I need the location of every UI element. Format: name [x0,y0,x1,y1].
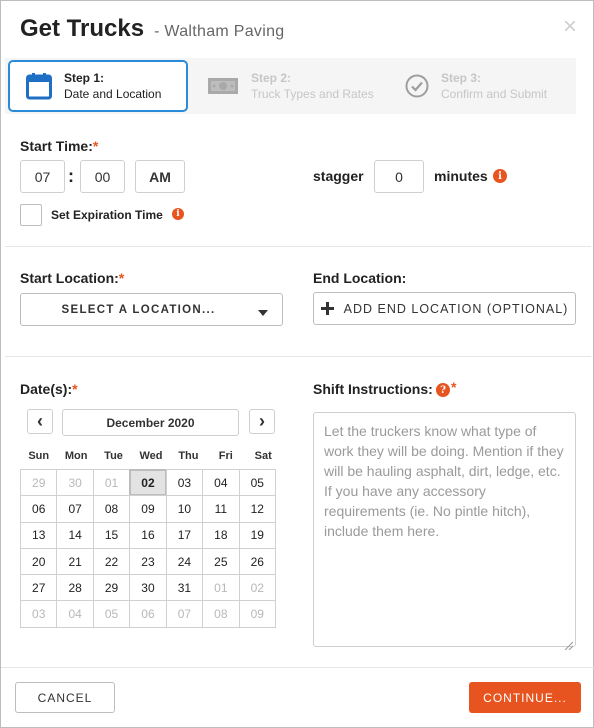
section-divider [5,246,591,247]
calendar-grid [20,450,282,627]
calendar-day[interactable]: 16 [129,522,166,549]
shift-instructions-textarea[interactable] [313,412,576,647]
close-icon[interactable]: × [562,13,577,40]
minutes-label: minutes [434,168,488,184]
calendar-day[interactable]: 08 [202,600,239,627]
time-colon: : [68,166,74,186]
expiration-label: Set Expiration Time [51,208,163,222]
step-2-number: Step 2: [251,71,292,85]
calendar-days [20,469,282,627]
calendar-day[interactable]: 19 [239,522,276,549]
weekday-label: Wed [139,450,163,462]
step-date-location[interactable] [8,60,188,112]
calendar-day[interactable]: 04 [202,469,239,496]
step-1-label: Date and Location [64,87,162,101]
calendar-day[interactable]: 17 [166,522,203,549]
weekday-label: Thu [178,450,199,462]
calendar-week [20,469,282,495]
required-mark: * [92,138,99,154]
calendar-week [20,574,282,600]
calendar-day[interactable]: 05 [93,600,130,627]
expiration-checkbox[interactable] [20,204,42,226]
next-month-button[interactable] [249,409,275,434]
start-location-select-label: SELECT A LOCATION... [61,303,216,316]
calendar-week [20,548,282,574]
ampm-toggle[interactable]: AM [135,160,185,193]
chevron-down-icon [258,307,268,319]
modal-title: Get Trucks [20,15,145,42]
step-3-label: Confirm and Submit [441,87,548,101]
chevron-left-icon: ‹ [37,411,43,431]
prev-month-button[interactable] [27,409,53,434]
cancel-button[interactable]: CANCEL [15,682,115,713]
calendar-day[interactable]: 18 [202,522,239,549]
calendar-day[interactable]: 29 [20,469,57,496]
calendar-day[interactable]: 06 [129,600,166,627]
month-title: December 2020 [62,409,239,436]
stagger-label: stagger [313,168,364,184]
shift-instructions-label: Shift Instructions: [313,381,433,397]
calendar-day[interactable]: 30 [56,469,93,496]
expiration-info-icon[interactable]: i [172,208,184,220]
plus-icon [321,302,334,315]
stagger-info-icon[interactable]: i [493,169,507,183]
start-location-select[interactable] [20,293,283,326]
weekday-label: Tue [104,450,123,462]
check-circle-icon [405,74,429,98]
company-name: Waltham Paving [164,23,285,40]
calendar-day[interactable]: 09 [129,495,166,522]
weekday-label: Sun [28,450,50,462]
weekday-label: Sat [254,450,272,462]
calendar-day[interactable]: 26 [239,548,276,575]
add-end-location-label: ADD END LOCATION (OPTIONAL) [343,301,569,316]
calendar-day[interactable]: 04 [56,600,93,627]
calendar-day[interactable]: 29 [93,574,130,601]
calendar-day[interactable]: 02 [129,469,166,496]
hour-input[interactable]: 07 [20,160,65,193]
calendar-day[interactable]: 06 [20,495,57,522]
calendar-day[interactable]: 25 [202,548,239,575]
title-separator: - [154,23,160,40]
required-mark: * [72,381,78,397]
calendar-week [20,495,282,521]
calendar-day[interactable]: 20 [20,548,57,575]
calendar-week [20,522,282,548]
chevron-right-icon: › [259,411,265,431]
calendar-day[interactable]: 09 [239,600,276,627]
calendar-day[interactable]: 03 [166,469,203,496]
calendar-day[interactable]: 11 [202,495,239,522]
calendar-day[interactable]: 27 [20,574,57,601]
stagger-input[interactable]: 0 [374,160,424,193]
add-end-location-button[interactable] [313,292,576,325]
calendar-day[interactable]: 30 [129,574,166,601]
weekday-label: Mon [64,450,88,462]
step-truck-types[interactable] [201,58,397,114]
calendar-day[interactable]: 01 [93,469,130,496]
minute-input[interactable]: 00 [80,160,125,193]
calendar-day[interactable]: 07 [166,600,203,627]
step-3-number: Step 3: [441,71,482,85]
calendar-day[interactable]: 10 [166,495,203,522]
calendar-day[interactable]: 07 [56,495,93,522]
step-1-number: Step 1: [64,71,105,85]
textarea-placeholder: Let the truckers know what type of work they will be doing. Mention if they will be hauling asphalt, dirt, ledge, etc. If you have any accessory requirements (ie. No pintle hitch), include them here. [324,423,564,539]
modal-header [20,15,285,49]
calendar-day[interactable]: 12 [239,495,276,522]
wizard-steps [5,58,576,114]
calendar-day[interactable]: 31 [166,574,203,601]
footer-divider [1,667,594,668]
start-time-label: Start Time:* [20,138,99,154]
start-location-label: Start Location:* [20,270,125,286]
calendar-icon [26,72,52,100]
calendar-day[interactable]: 08 [93,495,130,522]
section-divider [5,356,591,357]
calendar-day[interactable]: 23 [129,548,166,575]
continue-button[interactable]: CONTINUE... [469,682,581,713]
required-mark: * [451,379,457,395]
calendar-day[interactable]: 14 [56,522,93,549]
calendar-week [20,600,282,626]
calendar-day[interactable]: 21 [56,548,93,575]
required-mark: * [118,270,125,286]
calendar-day[interactable]: 13 [20,522,57,549]
calendar-day[interactable]: 05 [239,469,276,496]
calendar-day[interactable]: 24 [166,548,203,575]
end-location-label: End Location: [313,270,407,286]
dates-label: Date(s):* [20,381,78,397]
step-confirm-submit[interactable] [399,58,576,114]
step-2-label: Truck Types and Rates [251,87,374,101]
calendar-day[interactable]: 15 [93,522,130,549]
calendar-day[interactable]: 28 [56,574,93,601]
calendar-day[interactable]: 22 [93,548,130,575]
resize-handle-icon[interactable] [564,635,573,644]
help-icon[interactable]: ? [436,383,450,397]
calendar-day[interactable]: 02 [239,574,276,601]
weekday-header [20,450,282,467]
calendar-day[interactable]: 01 [202,574,239,601]
calendar-day[interactable]: 03 [20,600,57,627]
money-icon [207,76,239,96]
weekday-label: Fri [218,450,233,462]
